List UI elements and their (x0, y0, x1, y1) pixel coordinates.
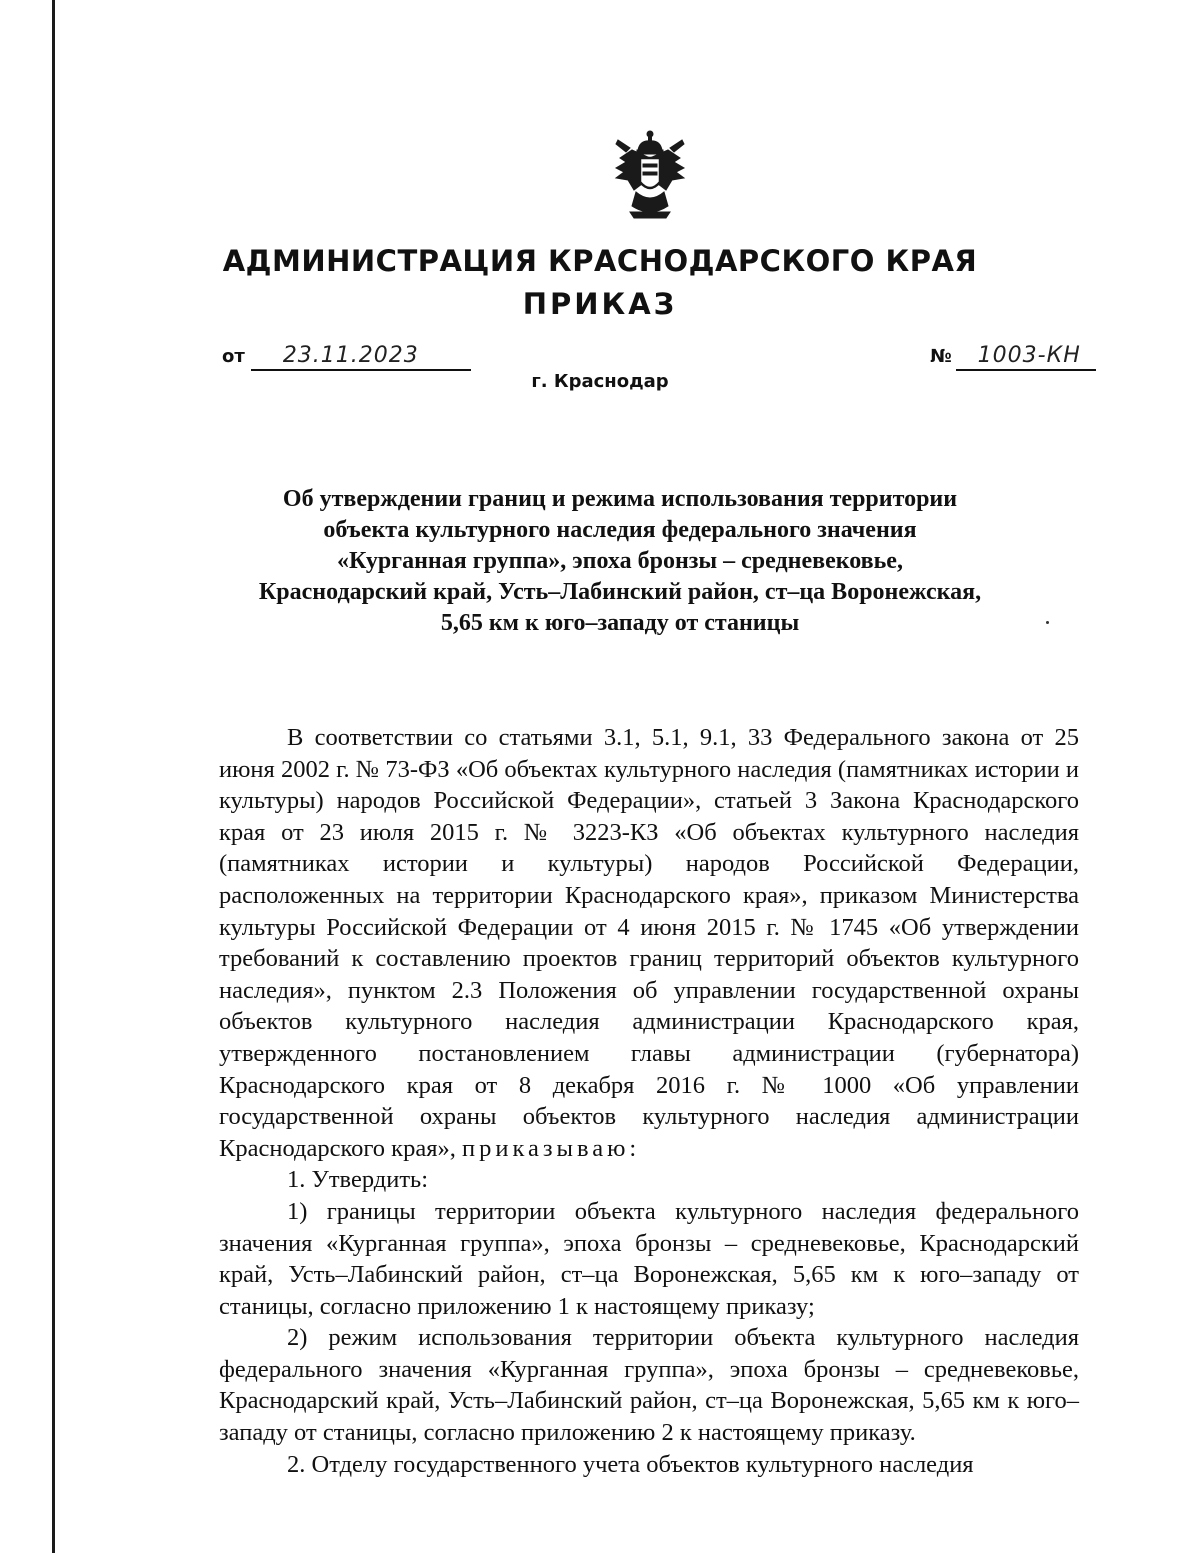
document-type-title: ПРИКАЗ (522, 287, 678, 321)
document-number (930, 343, 1096, 371)
handwritten-number: 1003-КН (956, 343, 1096, 371)
clause-1-1: 1) границы территории объекта культурного наследия федерального значения «Курганная группа», эпоха бронзы – средневековье, Краснодарский край, Усть–Лабинский район, ст–ца Воронежская, 5,65 км к юго–западу от станицы, согласно приложению 1 к настоящему приказу; (219, 1197, 1079, 1320)
document-subject (180, 484, 1060, 639)
coat-of-arms-icon (610, 128, 690, 220)
order-word: приказываю: (461, 1134, 641, 1162)
clause-1: 1. Утвердить: (287, 1166, 429, 1194)
clause-1-2: 2) режим использования территории объекта культурного наследия федерального значения «Курганная группа», эпоха бронзы – средневековье, Краснодарский край, Усть–Лабинский район, ст–ца Воронежская, 5,65 км к юго–западу от станицы, согласно приложению 2 к настоящему приказу. (219, 1324, 1079, 1447)
document-body (219, 722, 1079, 1480)
handwritten-date: 23.11.2023 (251, 343, 471, 371)
subject-line: Об утверждении границ и режима использования территории (282, 486, 958, 512)
scan-edge-line (52, 0, 55, 1553)
preamble-text: В соответствии со статьями 3.1, 5.1, 9.1, 33 Федерального закона от 25 июня 2002 г. № 73-ФЗ «Об объектах культурного наследия (памятниках истории и культуры) народов Российской Федерации», статьей 3 Закона Краснодарского края от 23 июля 2015 г. № 3223-КЗ «Об объектах культурного наследия (памятниках истории и культуры) народов Российской Федерации, расположенных на территории Краснодарского края», приказом Министерства культуры Российской Федерации от 4 июня 2015 г. № 1745 «Об утверждении требований к составлению проектов границ территорий объектов культурного наследия», пунктом 2.3 Положения об управлении государственной охраны объектов культурного наследия администрации Краснодарского края, утвержденного постановлением главы администрации (губернатора) Краснодарского края от 8 декабря 2016 г. № 1000 «Об управлении государственной охраны объектов культурного наследия администрации Краснодарского края», (219, 724, 1079, 1162)
subject-line: Краснодарский край, Усть–Лабинский район, ст–ца Воронежская, (258, 579, 982, 605)
subject-line: объекта культурного наследия федерального значения (323, 517, 917, 543)
subject-line: 5,65 км к юго–западу от станицы (440, 610, 800, 636)
city-line: г. Краснодар (531, 371, 669, 392)
organization-title: АДМИНИСТРАЦИЯ КРАСНОДАРСКОГО КРАЯ (222, 244, 978, 278)
number-prefix: № (930, 346, 952, 367)
scan-speck (1046, 621, 1049, 624)
date-prefix: от (222, 346, 245, 367)
clause-2: 2. Отделу государственного учета объектов культурного наследия (287, 1450, 974, 1478)
subject-line: «Курганная группа», эпоха бронзы – средневековье, (337, 548, 903, 574)
document-date (222, 343, 471, 371)
preamble-paragraph (219, 722, 1079, 1164)
